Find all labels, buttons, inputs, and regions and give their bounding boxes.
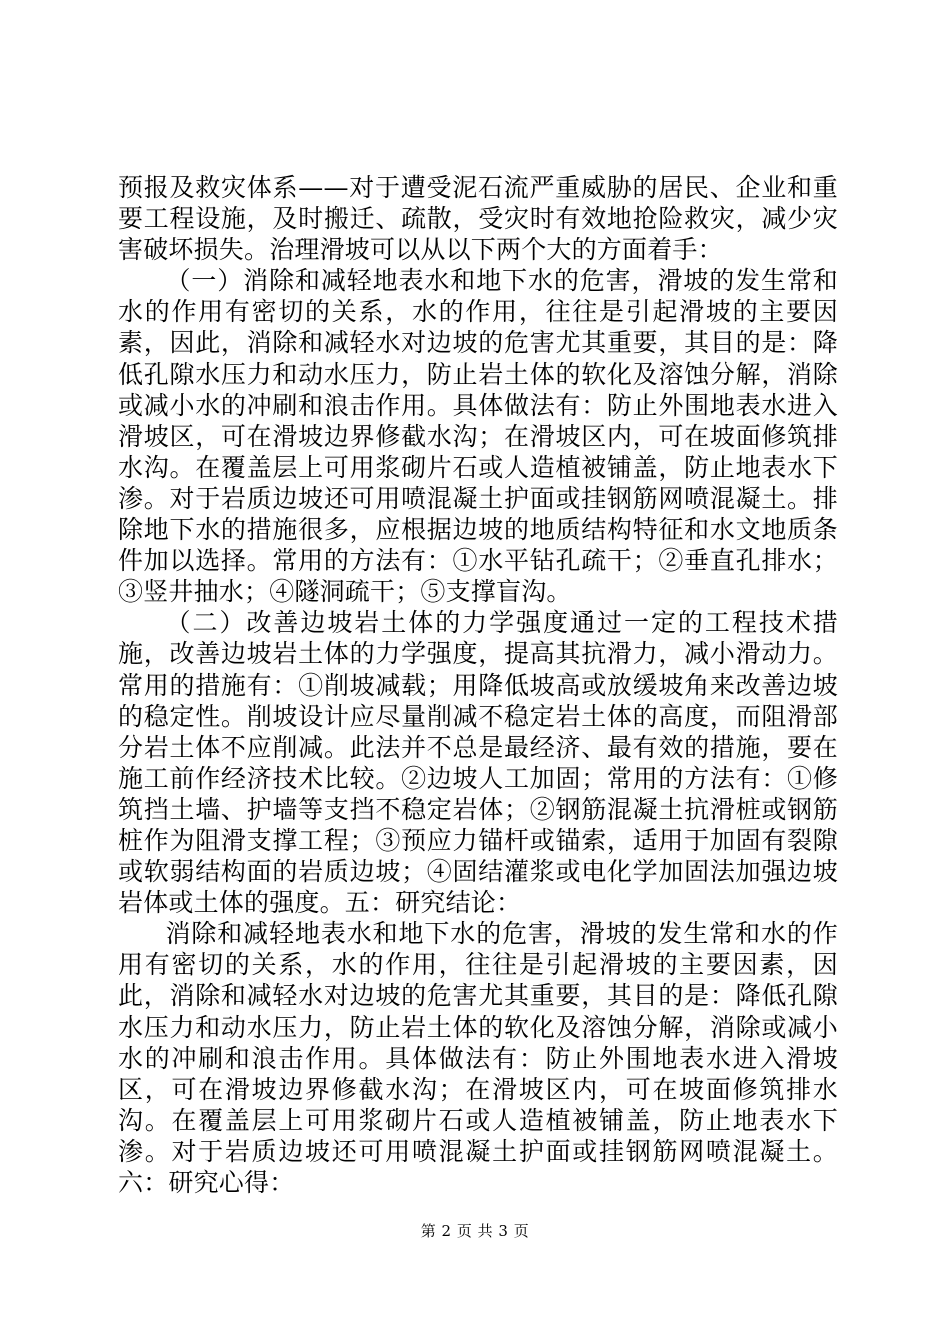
paragraph-conclusion: 消除和减轻地表水和地下水的危害，滑坡的发生常和水的作用有密切的关系，水的作用，往往是引起滑坡的主要因素，因此，消除和减轻水对边坡的危害尤其重要，其目的是：降低孔隙水压力和动水压力，防止岩土体的软化及溶蚀分解，消除或减小水的冲刷和浪击作用。具体做法有：防止外围地表水进入滑坡区，可在滑坡边界修截水沟；在滑坡区内，可在坡面修筑排水沟。在覆盖层上可用浆砌片石或人造植被铺盖，防止地表水下渗。对于岩质边坡还可用喷混凝土护面或挂钢筋网喷混凝土。六：研究心得：: [118, 919, 838, 1197]
paragraph-section-one: （一）消除和减轻地表水和地下水的危害，滑坡的发生常和水的作用有密切的关系，水的作用，往往是引起滑坡的主要因素，因此，消除和减轻水对边坡的危害尤其重要，其目的是：降低孔隙水压力和动水压力，防止岩土体的软化及溶蚀分解，消除或减小水的冲刷和浪击作用。具体做法有：防止外围地表水进入滑坡区，可在滑坡边界修截水沟；在滑坡区内，可在坡面修筑排水沟。在覆盖层上可用浆砌片石或人造植被铺盖，防止地表水下渗。对于岩质边坡还可用喷混凝土护面或挂钢筋网喷混凝土。排除地下水的措施很多，应根据边坡的地质结构特征和水文地质条件加以选择。常用的方法有：①水平钻孔疏干；②垂直孔排水；③竖井抽水；④隧洞疏干；⑤支撑盲沟。: [118, 266, 838, 607]
page-number-label: 第 2 页 共 3 页: [420, 1222, 530, 1240]
paragraph-intro: 预报及救灾体系——对于遭受泥石流严重威胁的居民、企业和重要工程设施，及时搬迁、疏散，受灾时有效地抢险救灾，减少灾害破坏损失。治理滑坡可以从以下两个大的方面着手：: [118, 173, 838, 265]
paragraph-section-two: （二）改善边坡岩土体的力学强度通过一定的工程技术措施，改善边坡岩土体的力学强度，提高其抗滑力，减小滑动力。常用的措施有：①削坡减载；用降低坡高或放缓坡角来改善边坡的稳定性。削坡设计应尽量削减不稳定岩土体的高度，而阻滑部分岩土体不应削减。此法并不总是最经济、最有效的措施，要在施工前作经济技术比较。②边坡人工加固；常用的方法有：①修筑挡土墙、护墙等支挡不稳定岩体；②钢筋混凝土抗滑桩或钢筋桩作为阻滑支撑工程；③预应力锚杆或锚索，适用于加固有裂隙或软弱结构面的岩质边坡；④固结灌浆或电化学加固法加强边坡岩体或土体的强度。五：研究结论：: [118, 608, 838, 918]
document-body: [118, 172, 838, 1198]
page-footer: [0, 1221, 950, 1241]
